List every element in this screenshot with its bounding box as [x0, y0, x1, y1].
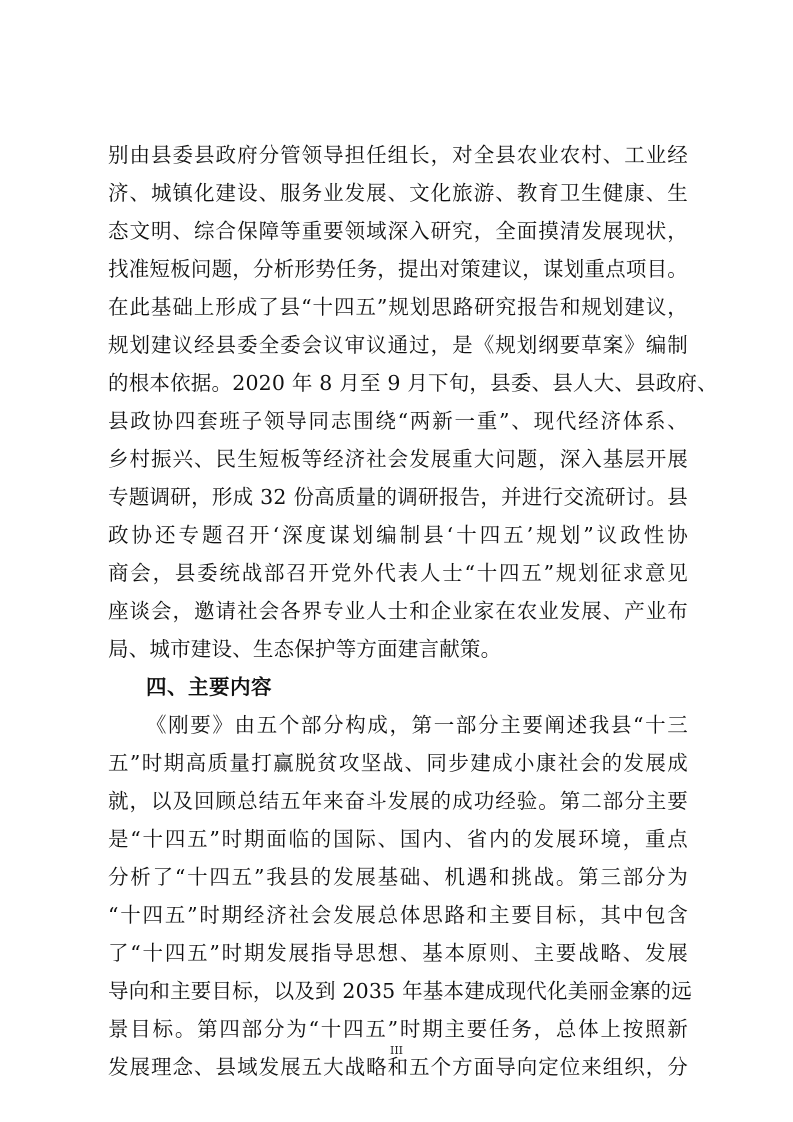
paragraph-line: 政协还专题召开‘深度谋划编制县‘十四五’规划”议政性协 [108, 523, 688, 547]
paragraph-line: 就，以及回顾总结五年来奋斗发展的成功经验。第二部分主要 [108, 789, 688, 813]
paragraph-line: 的根本依据。2020 年 8 月至 9 月下旬，县委、县人大、县政府、 [108, 371, 718, 395]
paragraph-line: 是“十四五”时期面临的国际、国内、省内的发展环境，重点 [108, 827, 688, 851]
paragraph-line: 局、城市建设、生态保护等方面建言献策。 [108, 637, 502, 661]
paragraph-line: 专题调研，形成 32 份高质量的调研报告，并进行交流研讨。县 [108, 485, 688, 509]
paragraph-line: 县政协四套班子领导同志围绕“两新一重”、现代经济体系、 [108, 409, 688, 433]
section-heading: 四、主要内容 [146, 675, 272, 699]
paragraph-line: 发展理念、县域发展五大战略和五个方面导向定位来组织，分 [108, 1055, 688, 1079]
paragraph-line: 在此基础上形成了县“十四五”规划思路研究报告和规划建议， [108, 295, 688, 319]
paragraph-line: 找准短板问题，分析形势任务，提出对策建议，谋划重点项目。 [108, 257, 688, 281]
paragraph-line: 济、城镇化建设、服务业发展、文化旅游、教育卫生健康、生 [108, 181, 688, 205]
paragraph-line: 分析了“十四五”我县的发展基础、机遇和挑战。第三部分为 [108, 865, 688, 889]
paragraph-line: 态文明、综合保障等重要领域深入研究，全面摸清发展现状， [108, 219, 688, 243]
paragraph-line: “十四五”时期经济社会发展总体思路和主要目标，其中包含 [108, 903, 688, 927]
page-number: III [389, 1044, 404, 1057]
paragraph-line: 规划建议经县委全委会议审议通过，是《规划纲要草案》编制 [108, 333, 688, 357]
paragraph-line: 商会，县委统战部召开党外代表人士“十四五”规划征求意见 [108, 561, 688, 585]
paragraph-line: 《刚要》由五个部分构成，第一部分主要阐述我县“十三 [146, 713, 688, 737]
paragraph-line: 了“十四五”时期发展指导思想、基本原则、主要战略、发展 [108, 941, 688, 965]
paragraph-line: 导向和主要目标，以及到 2035 年基本建成现代化美丽金寨的远 [108, 979, 692, 1003]
paragraph-line: 座谈会，邀请社会各界专业人士和企业家在农业发展、产业布 [108, 599, 688, 623]
paragraph-line: 景目标。第四部分为“十四五”时期主要任务，总体上按照新 [108, 1017, 688, 1041]
paragraph-line: 乡村振兴、民生短板等经济社会发展重大问题，深入基层开展 [108, 447, 688, 471]
document-body [108, 136, 718, 1086]
paragraph-line: 五”时期高质量打赢脱贫攻坚战、同步建成小康社会的发展成 [108, 751, 688, 775]
paragraph-line: 别由县委县政府分管领导担任组长，对全县农业农村、工业经 [108, 143, 688, 167]
